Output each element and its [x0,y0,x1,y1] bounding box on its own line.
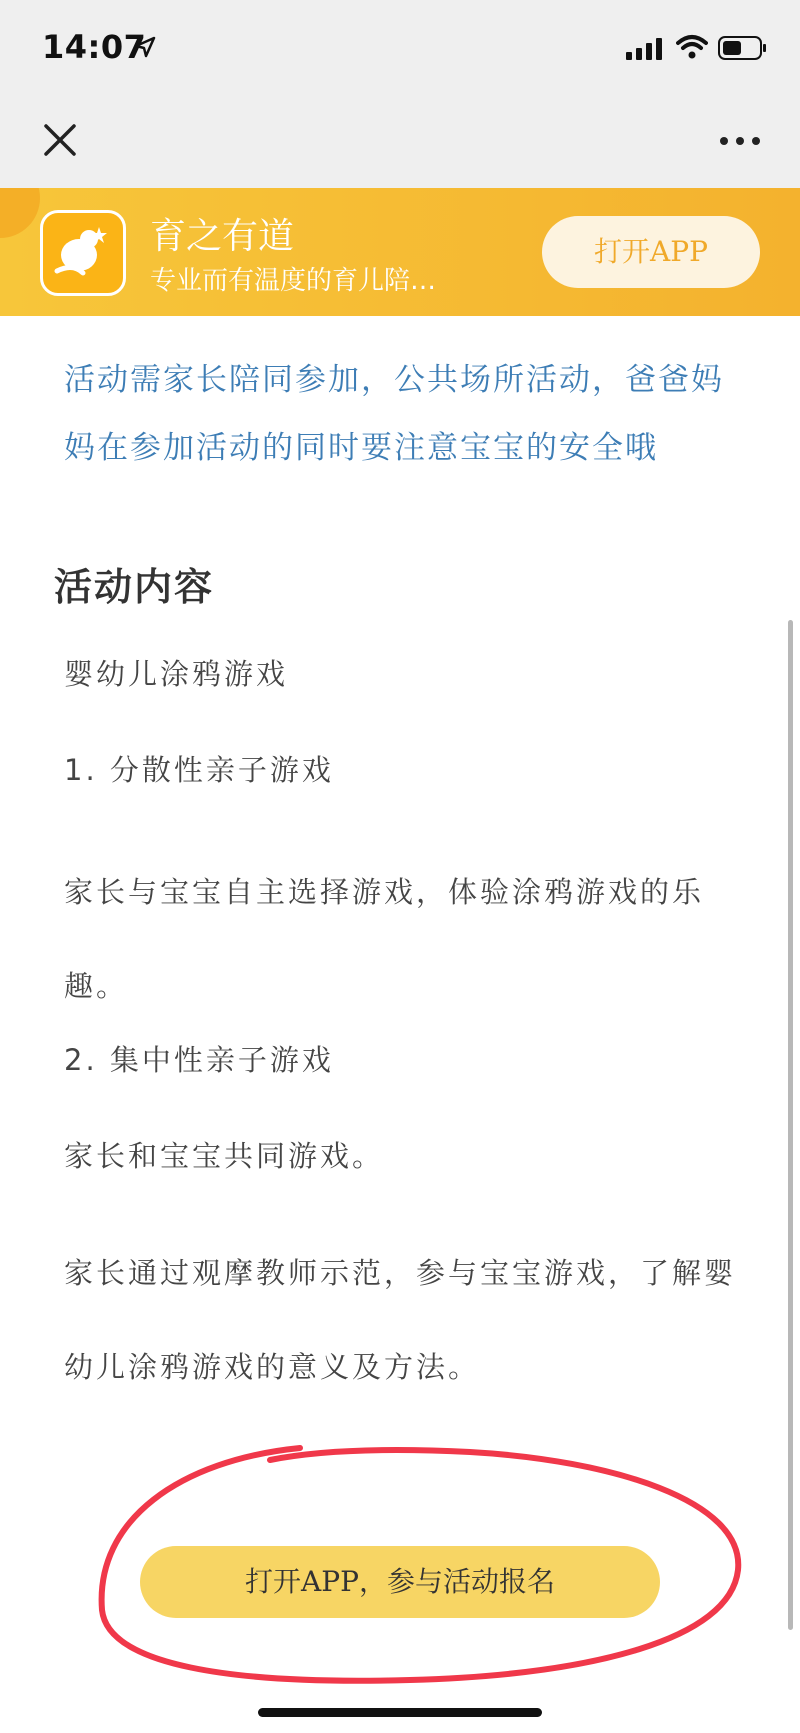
content-paragraph: 家长通过观摩教师示范，参与宝宝游戏，了解婴幼儿涂鸦游戏的意义及方法。 [64,1256,737,1384]
more-icon[interactable] [718,134,762,148]
battery-icon [718,36,768,60]
open-app-button[interactable]: 打开APP [542,216,760,288]
signal-icon [626,38,664,60]
app-download-banner [0,188,800,316]
scrollbar[interactable] [788,620,793,1630]
safety-notice: 活动需家长陪同参加，公共场所活动，爸爸妈妈在参加活动的同时要注意宝宝的安全哦 [64,362,724,466]
content-paragraph: 家长与宝宝自主选择游戏，体验涂鸦游戏的乐趣。 [64,875,705,1003]
content-paragraph: 家长和宝宝共同游戏。 [64,1139,385,1173]
content-paragraph: 1. 分散性亲子游戏 [64,753,334,787]
content-paragraph: 2. 集中性亲子游戏 [64,1043,334,1077]
red-circle-annotation [90,1440,750,1690]
section-title: 活动内容 [54,565,215,609]
close-icon[interactable] [40,120,80,160]
register-activity-button[interactable]: 打开APP，参与活动报名 [140,1546,660,1618]
status-bar [0,0,800,100]
location-arrow-icon [134,36,156,58]
wifi-icon [676,34,708,60]
app-logo-icon [40,210,126,296]
banner-decoration [0,188,40,238]
app-name: 育之有道 [150,216,295,257]
home-indicator [258,1708,542,1717]
content-paragraph: 婴幼儿涂鸦游戏 [64,657,289,691]
status-time: 14:07 [42,28,147,66]
app-slogan: 专业而有温度的育儿陪… [150,266,437,296]
nav-bar [0,100,800,188]
